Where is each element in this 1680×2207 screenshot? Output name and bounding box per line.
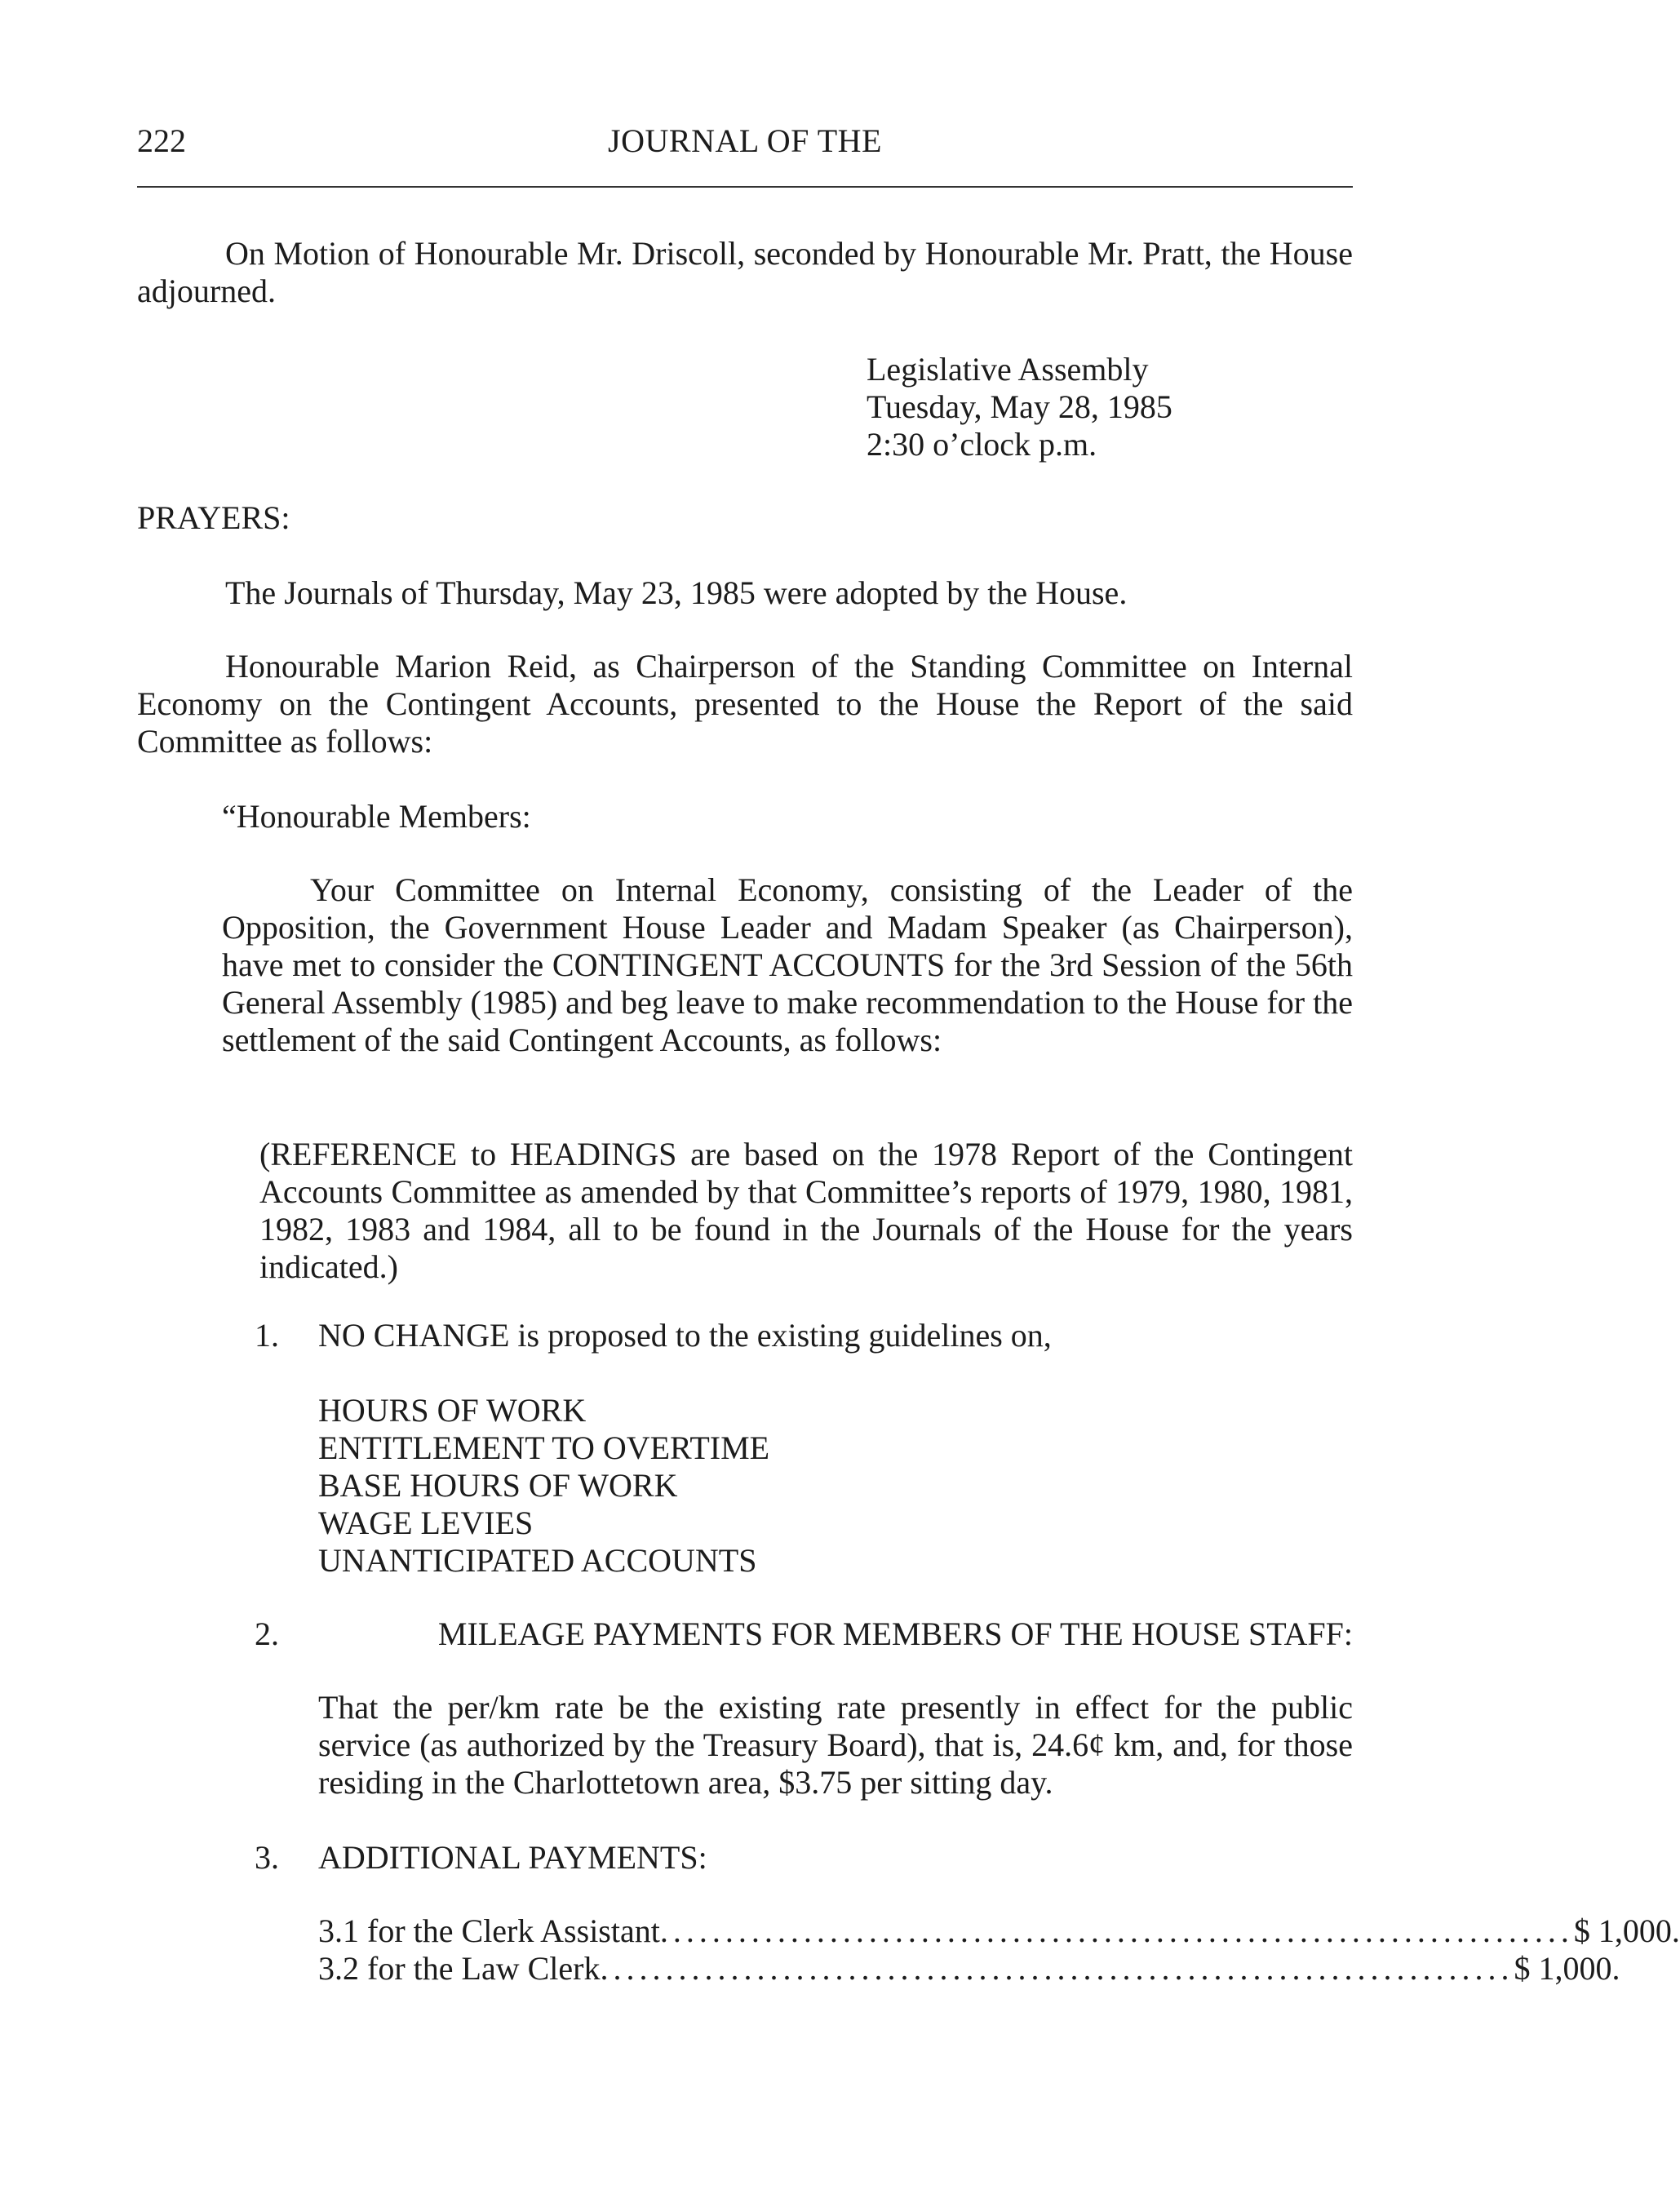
list-item: ENTITLEMENT TO OVERTIME [318,1429,770,1466]
payment-row [318,1912,1680,1950]
payment-label: 3.2 for the Law Clerk [318,1950,601,1987]
sitting-date: Tuesday, May 28, 1985 [867,388,1172,425]
report-body-paragraph: Your Committee on Internal Economy, consisting of the Leader of the Opposition, the Government House Leader and Madam Speaker (as Chairperson), have met to consider the CONTINGENT ACCOUNTS for the 3rd Session of the 56th General Assembly (1985) and beg leave to make recommendation to the House for the settlement of the said Contingent Accounts, as follows: [222,871,1353,1058]
report-intro-paragraph: Honourable Marion Reid, as Chairperson of the Standing Committee on Internal Economy on the Contingent Accounts, presented to the House the Report of the said Committee as follows: [137,648,1353,760]
prayers-heading: PRAYERS: [137,499,290,536]
dot-leader: ...................................................................... [600,1950,1514,1987]
list-item: WAGE LEVIES [318,1505,534,1541]
reference-note: (REFERENCE to HEADINGS are based on the 1978 Report of the Contingent Accounts Committee as amended by that Committee’s reports of 1979, 1980, 1981, 1982, 1983 and 1984, all to be found in the Journals of the House for the years indicated.) [259,1136,1353,1285]
page-number: 222 [137,122,186,159]
salutation: “Honourable Members: [222,798,531,835]
sitting-body: Legislative Assembly [867,351,1149,388]
sitting-time: 2:30 o’clock p.m. [867,426,1097,463]
item-number: 1. [255,1317,279,1354]
page-header [137,122,1353,163]
mileage-paragraph: That the per/km rate be the existing rate presently in effect for the public service (as authorized by the Treasury Board), that is, 24.6¢ km, and, for those residing in the Charlottetown area, $3.75 per sitting day. [318,1689,1353,1801]
list-item: UNANTICIPATED ACCOUNTS [318,1542,757,1579]
journals-adopted-paragraph: The Journals of Thursday, May 23, 1985 were adopted by the House. [225,574,1128,611]
list-item: BASE HOURS OF WORK [318,1467,678,1504]
adjournment-paragraph: On Motion of Honourable Mr. Driscoll, seconded by Honourable Mr. Pratt, the House adjourned. [137,235,1353,309]
sitting-info [867,351,1172,463]
header-rule [137,186,1353,188]
running-head: JOURNAL OF THE [608,122,882,159]
list-item: HOURS OF WORK [318,1392,587,1429]
dot-leader: ...................................................................... [659,1912,1574,1949]
payment-amount: $ 1,000. [1514,1950,1620,1987]
payment-row [318,1950,1620,1988]
item-heading: NO CHANGE is proposed to the existing guidelines on, [318,1317,1052,1354]
item-heading: ADDITIONAL PAYMENTS: [318,1839,707,1876]
item-heading: MILEAGE PAYMENTS FOR MEMBERS OF THE HOUSE STAFF: [437,1615,1353,1652]
item-number: 3. [255,1839,279,1876]
payment-amount: $ 1,000. [1573,1912,1680,1949]
payment-label: 3.1 for the Clerk Assistant [318,1912,660,1949]
guideline-list [318,1392,769,1580]
item-number: 2. [255,1615,279,1652]
